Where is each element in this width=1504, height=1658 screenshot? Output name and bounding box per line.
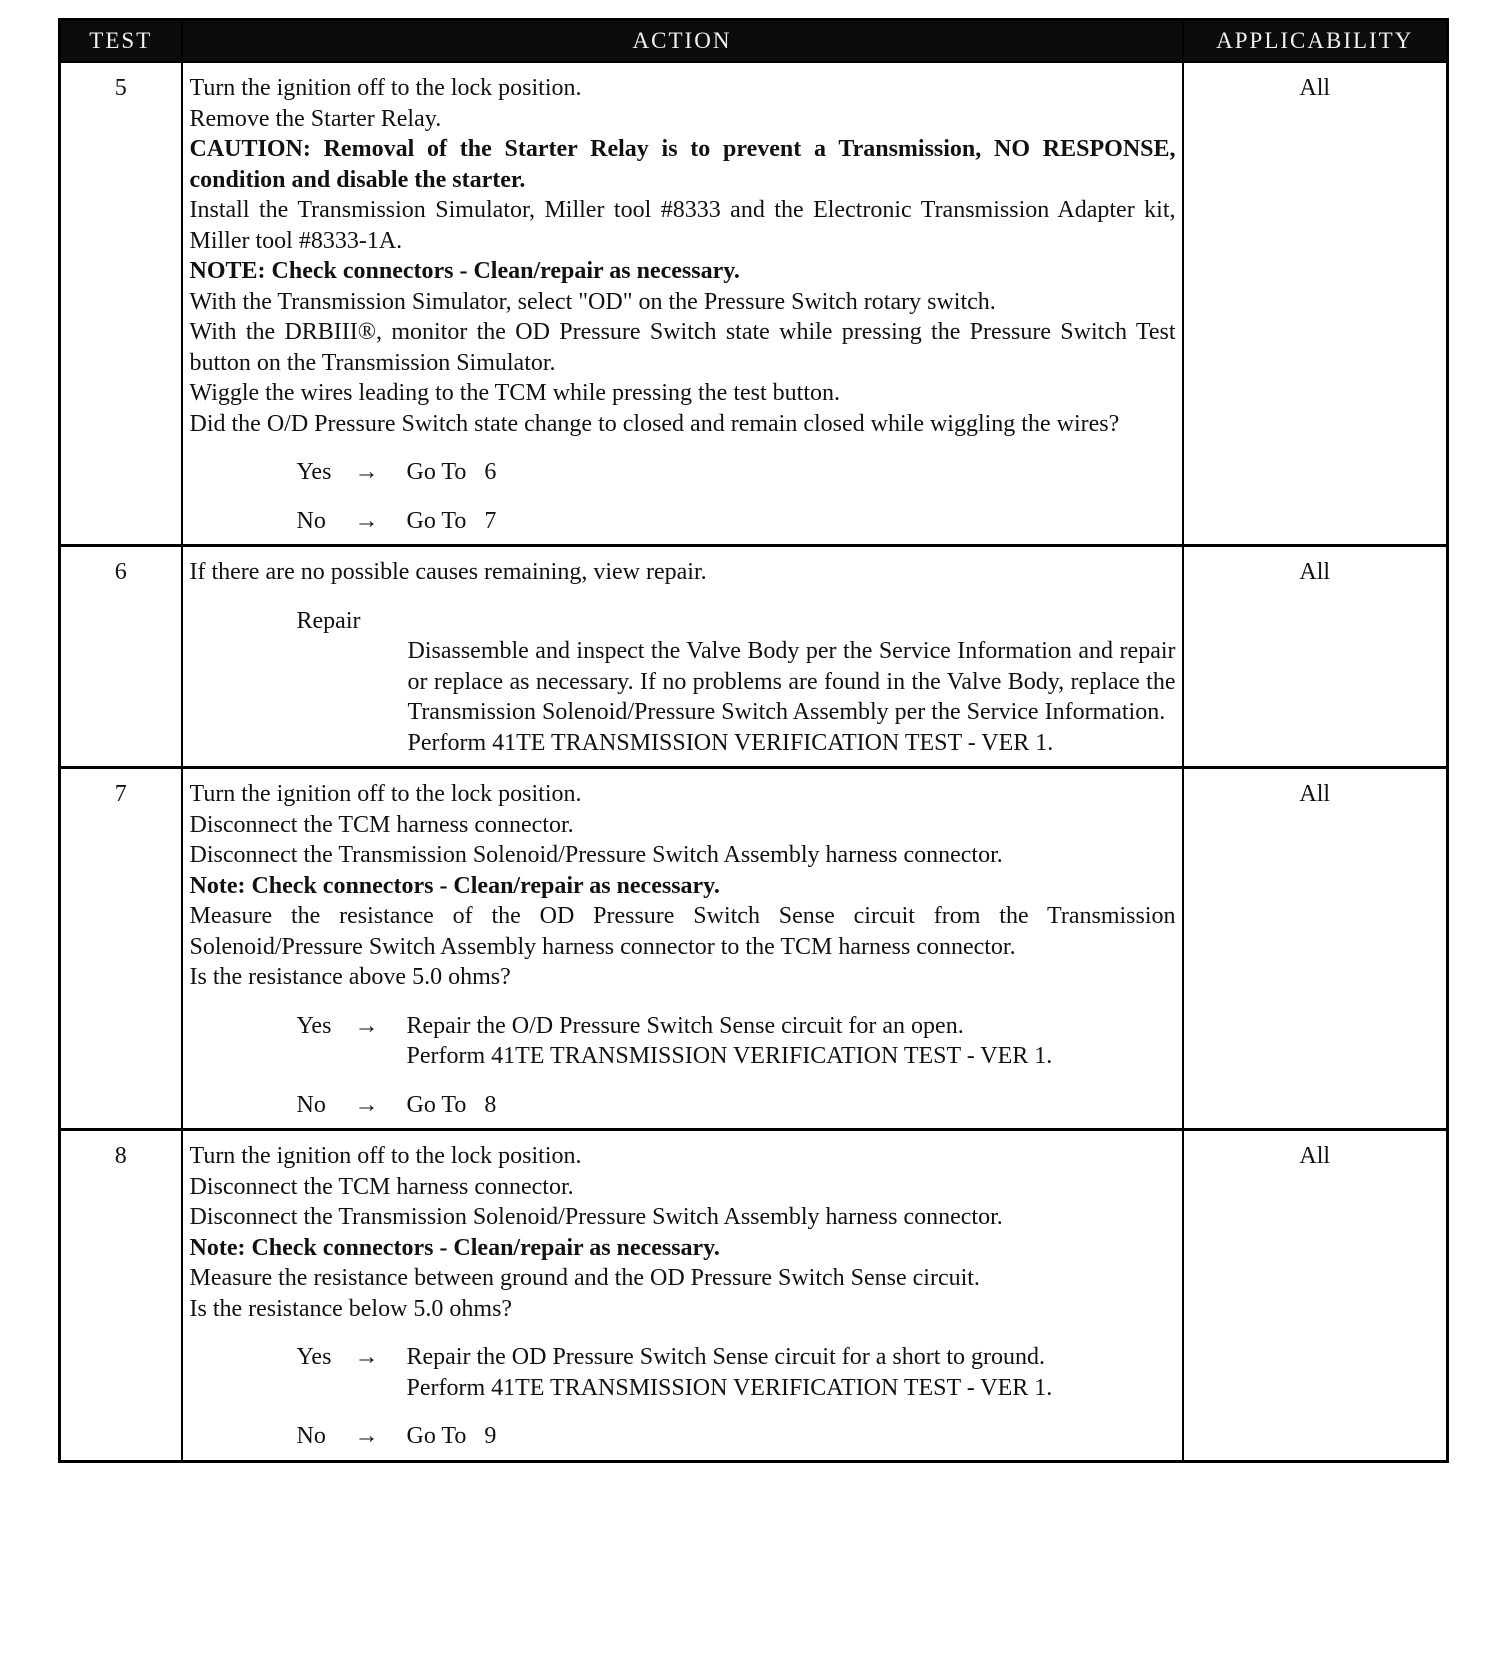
check-note: Note: Check connectors - Clean/repair as necessary. — [189, 872, 720, 899]
action-line: Turn the ignition off to the lock position. — [189, 75, 582, 101]
action-line: Disconnect the TCM harness connector. — [189, 1173, 574, 1200]
yes-result — [407, 1342, 1176, 1403]
action-line: Measure the resistance of the OD Pressure Switch Sense circuit from the Transmission Solenoid/Pressure Switch Assembly harness connector to the TCM harness connector. — [189, 903, 1176, 960]
action-line: Turn the ignition off to the lock position. — [189, 781, 582, 807]
diagnostic-table — [58, 18, 1449, 1463]
table-row-test-5 — [60, 62, 1448, 546]
table-row-test-6 — [60, 546, 1448, 768]
check-note: NOTE: Check connectors - Clean/repair as necessary. — [189, 258, 740, 284]
yes-result-line: Repair the OD Pressure Switch Sense circuit for a short to ground. — [406, 1344, 1046, 1370]
arrow-icon: → — [354, 1423, 379, 1449]
yes-label: Yes — [296, 1344, 332, 1370]
diagnostic-test-sheet — [58, 18, 1446, 1463]
test-number: 6 — [60, 546, 182, 768]
applicability-cell: All — [1183, 1130, 1448, 1462]
action-line: With the Transmission Simulator, select "OD" on the Pressure Switch rotary switch. — [189, 288, 996, 315]
table-row-test-8 — [60, 1130, 1448, 1462]
table-header-row — [60, 20, 1448, 63]
no-result: Go To 9 — [406, 1423, 497, 1449]
yes-branch — [190, 1342, 1176, 1403]
repair-line: Disassemble and inspect the Valve Body per the Service Information and repair or replace as necessary. If no problems are found in the Valve Body, replace the Transmission Solenoid/Pressure Switch Assembly per the Service Information. — [407, 638, 1176, 725]
question-line: Is the resistance above 5.0 ohms? — [189, 964, 511, 990]
yes-result-line: Perform 41TE TRANSMISSION VERIFICATION TEST - VER 1. — [406, 1043, 1053, 1069]
yes-label: Yes — [296, 459, 332, 485]
action-line: Remove the Starter Relay. — [189, 105, 442, 132]
action-line: Turn the ignition off to the lock position. — [189, 1143, 582, 1169]
test-number: 8 — [60, 1130, 182, 1462]
action-cell — [182, 1130, 1183, 1462]
yes-label: Yes — [296, 1012, 332, 1039]
action-line: Disconnect the Transmission Solenoid/Pressure Switch Assembly harness connector. — [189, 1204, 1003, 1230]
arrow-icon: → — [354, 1012, 379, 1039]
arrow-icon: → — [354, 1344, 379, 1370]
no-result: Go To 8 — [406, 1091, 497, 1118]
action-cell — [182, 546, 1183, 768]
action-line: If there are no possible causes remaining, view repair. — [189, 559, 707, 585]
action-line: Measure the resistance between ground and the OD Pressure Switch Sense circuit. — [189, 1265, 980, 1291]
no-label: No — [296, 1091, 326, 1118]
arrow-icon: → — [354, 507, 379, 534]
yes-result — [407, 1011, 1176, 1072]
applicability-cell: All — [1183, 768, 1448, 1130]
repair-instructions — [190, 636, 1176, 758]
applicability-cell: All — [1183, 62, 1448, 546]
yes-result-line: Perform 41TE TRANSMISSION VERIFICATION TEST - VER 1. — [406, 1374, 1053, 1401]
applicability-cell: All — [1183, 546, 1448, 768]
action-line: Disconnect the Transmission Solenoid/Pressure Switch Assembly harness connector. — [189, 842, 1003, 868]
no-branch — [190, 1421, 1176, 1452]
no-branch — [190, 506, 1176, 537]
header-action: ACTION — [182, 20, 1183, 63]
check-note: Note: Check connectors - Clean/repair as necessary. — [189, 1234, 720, 1261]
no-label: No — [296, 1423, 326, 1449]
table-row-test-7 — [60, 768, 1448, 1130]
question-line: Did the O/D Pressure Switch state change to closed and remain closed while wiggling the wires? — [189, 410, 1120, 437]
test-number: 5 — [60, 62, 182, 546]
no-label: No — [296, 507, 326, 534]
question-line: Is the resistance below 5.0 ohms? — [189, 1295, 513, 1322]
arrow-icon: → — [354, 459, 379, 485]
action-cell — [182, 62, 1183, 546]
repair-label: Repair — [296, 607, 361, 634]
yes-branch — [190, 457, 1176, 488]
action-line: Wiggle the wires leading to the TCM while pressing the test button. — [189, 380, 840, 406]
yes-result-line: Repair the O/D Pressure Switch Sense circuit for an open. — [406, 1012, 964, 1039]
header-applicability: APPLICABILITY — [1183, 20, 1448, 63]
header-test: TEST — [60, 20, 182, 63]
yes-result: Go To 6 — [406, 459, 497, 485]
repair-line: Perform 41TE TRANSMISSION VERIFICATION TEST - VER 1. — [407, 729, 1054, 756]
caution-note: CAUTION: Removal of the Starter Relay is to prevent a Transmission, NO RESPONSE, condition and disable the starter. — [189, 136, 1176, 193]
action-line: With the DRBIII®, monitor the OD Pressure Switch state while pressing the Pressure Switch Test button on the Transmission Simulator. — [189, 319, 1176, 376]
yes-branch — [190, 1011, 1176, 1072]
action-line: Disconnect the TCM harness connector. — [189, 811, 574, 838]
action-cell — [182, 768, 1183, 1130]
no-result: Go To 7 — [406, 507, 497, 534]
test-number: 7 — [60, 768, 182, 1130]
action-line: Install the Transmission Simulator, Miller tool #8333 and the Electronic Transmission Adapter kit, Miller tool #8333-1A. — [189, 197, 1176, 254]
arrow-icon: → — [354, 1091, 379, 1118]
no-branch — [190, 1090, 1176, 1121]
